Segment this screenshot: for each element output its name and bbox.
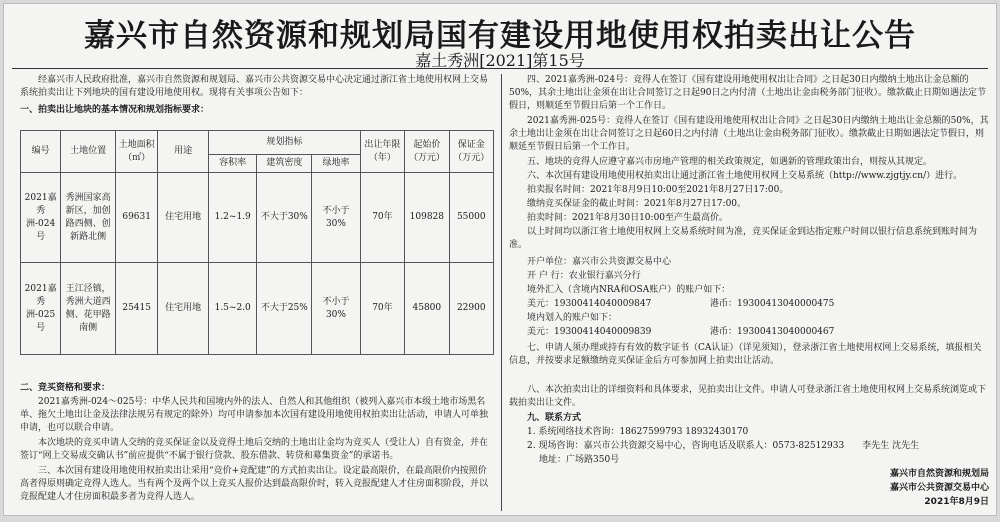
eligibility-paragraph: 2021嘉秀洲-024～025号：中华人民共和国境内外的法人、自然人和其他组织（被列入嘉兴市本级土地市场黑名单、拖欠土地出让金及法律法规另有规定的除外）均可申请参加本次国有建设用地使用权拍卖出让活动，申请人可单独申请，也可以联合申请。: [20, 397, 489, 433]
apply-time: 拍卖报名时间：2021年8月9日10:00至2021年8月27日17:00。: [527, 185, 789, 195]
table-header: 土地面积（㎡）: [116, 131, 158, 173]
signature-exchange: 嘉兴市公共资源交易中心: [889, 483, 989, 493]
table-row: [21, 263, 494, 355]
section-8: 八、本次拍卖出让的详细资料和具体要求，见拍卖出让文件。申请人可登录浙江省土地使用权网上交易系统浏览或下载拍卖出让文件。: [509, 385, 987, 408]
cell-deposit: 55000: [449, 173, 493, 263]
cell-area: 69631: [116, 173, 158, 263]
top-rule: [12, 68, 988, 69]
land-table: [20, 130, 494, 355]
account-bank: 开 户 行：农业银行嘉兴分行: [527, 271, 641, 281]
cell-green: 不小于30%: [312, 173, 361, 263]
cell-area: 25415: [116, 263, 158, 355]
auction-time: 拍卖时间：2021年8月30日10:00至产生最高价。: [527, 213, 729, 223]
usd-account-domestic: 美元：19300414040009839: [527, 327, 652, 337]
cell-id: 2021嘉秀洲-025号: [21, 263, 61, 355]
table-header: 编号: [21, 131, 61, 173]
table-header: 出让年限（年）: [360, 131, 404, 173]
cell-term: 70年: [360, 263, 404, 355]
announcement-date: 2021年8月9日: [924, 497, 989, 507]
section-7: 七、申请人须办理或持有有效的数字证书（CA认证）（详见须知），登录浙江省土地使用权网上交易系统，填报相关信息，并按要求足额缴纳竞买保证金后方可参加网上拍卖出让活动。: [509, 343, 982, 366]
section-6: 六、本次国有建设用地使用权拍卖出让通过浙江省土地使用权网上交易系统（http://www.zjgtjy.cn/）进行。: [527, 171, 963, 181]
section-3-paragraph: 三、本次国有建设用地使用权拍卖出让采用“竞价+竞配建”的方式拍卖出让。设定最高限价，在最高限价内按照价高者得原则确定竞得人选人。当有两个及两个以上竞买人报价达到最高限价时，转入竞报配建人才住房面积阶段，并以竞报配建人才住房面积最多者为竞得人选人。: [20, 466, 489, 502]
overseas-accounts-label: 境外汇入（含境内NRA和OSA账户）的账户如下：: [527, 285, 731, 295]
table-row: [21, 173, 494, 263]
contact-tech: 1. 系统网络技术咨询：18627599793 18932430170: [527, 427, 749, 437]
table-header: 保证金（万元）: [449, 131, 493, 173]
cell-location: 秀洲国家高新区，加创路西侧、创新路北侧: [61, 173, 116, 263]
cell-use: 住宅用地: [158, 263, 209, 355]
cell-density: 不大于25%: [257, 263, 312, 355]
contact-onsite: 2. 现场咨询：嘉兴市公共资源交易中心，咨询电话及联系人：0573-82512933 李先生 沈先生: [527, 441, 920, 451]
table-header: 土地位置: [61, 131, 116, 173]
section-4a: 四、2021嘉秀洲-024号：竞得人在签订《国有建设用地使用权出让合同》之日起30日内缴纳土地出让金总额的50%，其余土地出让金须在出让合同签订之日起90日之内付清（土地出让金由税务部门征收）。缴款截止日期如遇法定节假日，则顺延至节假日后第一个工作日。: [509, 75, 986, 111]
hkd-account-domestic: 港币：19300413040000467: [710, 327, 835, 337]
deposit-deadline: 缴纳竞买保证金的截止时间：2021年8月27日17:00。: [527, 199, 747, 209]
table-header: 绿地率: [312, 155, 361, 173]
section-9-heading: 九、联系方式: [527, 413, 582, 423]
table-header: 规划指标: [208, 131, 360, 155]
deposit-note: 以上时间均以浙江省土地使用权网上交易系统时间为准，竞买保证金到达指定账户时间以银行信息系统到账时间为准。: [509, 227, 978, 250]
cell-deposit: 22900: [449, 263, 493, 355]
cell-id: 2021嘉秀洲-024号: [21, 173, 61, 263]
section-1-heading: 一、拍卖出让地块的基本情况和规划指标要求：: [20, 105, 210, 115]
table-header: 起始价（万元）: [405, 131, 449, 173]
cell-density: 不大于30%: [257, 173, 312, 263]
cell-start-price: 109828: [405, 173, 449, 263]
contact-address: 地址：广场路350号: [539, 455, 620, 465]
section-5: 五、地块的竞得人应遵守嘉兴市房地产管理的相关政策规定，如遇新的管理政策出台，则按从其规定。: [527, 157, 933, 167]
hkd-account: 港币：19300413040000475: [710, 299, 835, 309]
section-2-heading: 二、竞买资格和要求：: [20, 383, 111, 393]
domestic-accounts-label: 境内划入的账户如下：: [527, 313, 618, 323]
document-number: 嘉土秀洲[2021]第15号: [415, 51, 585, 70]
cell-start-price: 45800: [405, 263, 449, 355]
funds-paragraph: 本次地块的竞买申请人交纳的竞买保证金以及竞得土地后交纳的土地出让金均为竞买人（受让人）自有资金，并在签订“网上交易成交确认书”前应提供“不属于银行贷款、股东借款、转贷和募集资金”的承诺书。: [20, 438, 489, 461]
page-title: 嘉兴市自然资源和规划局国有建设用地使用权拍卖出让公告: [84, 18, 916, 54]
table-header: 用途: [158, 131, 209, 173]
announcement-page: [3, 3, 997, 516]
cell-term: 70年: [360, 173, 404, 263]
cell-far: 1.2~1.9: [208, 173, 257, 263]
table-header: 建筑密度: [257, 155, 312, 173]
table-header: 容积率: [208, 155, 257, 173]
cell-far: 1.5~2.0: [208, 263, 257, 355]
account-unit: 开户单位：嘉兴市公共资源交易中心: [527, 257, 672, 267]
cell-use: 住宅用地: [158, 173, 209, 263]
column-divider: [501, 74, 502, 511]
signature-bureau: 嘉兴市自然资源和规划局: [889, 469, 989, 479]
cell-green: 不小于30%: [312, 263, 361, 355]
cell-location: 王江泾镇，秀洲大道西侧、花甲路南侧: [61, 263, 116, 355]
intro-paragraph: 经嘉兴市人民政府批准，嘉兴市自然资源和规划局、嘉兴市公共资源交易中心决定通过浙江省土地使用权网上交易系统拍卖出让下列地块的国有建设用地使用权。现将有关事项公告如下：: [20, 75, 489, 98]
usd-account: 美元：19300414040009847: [527, 299, 652, 309]
section-4b: 2021嘉秀洲-025号：竞得人在签订《国有建设用地使用权出让合同》之日起30日内缴纳土地出让金总额的50%，其余土地出让金须在出让合同签订之日起60日之内付清（土地出让金由税务部门征收）。缴款截止日期如遇法定节假日，则顺延至节假日后第一个工作日。: [509, 116, 989, 152]
